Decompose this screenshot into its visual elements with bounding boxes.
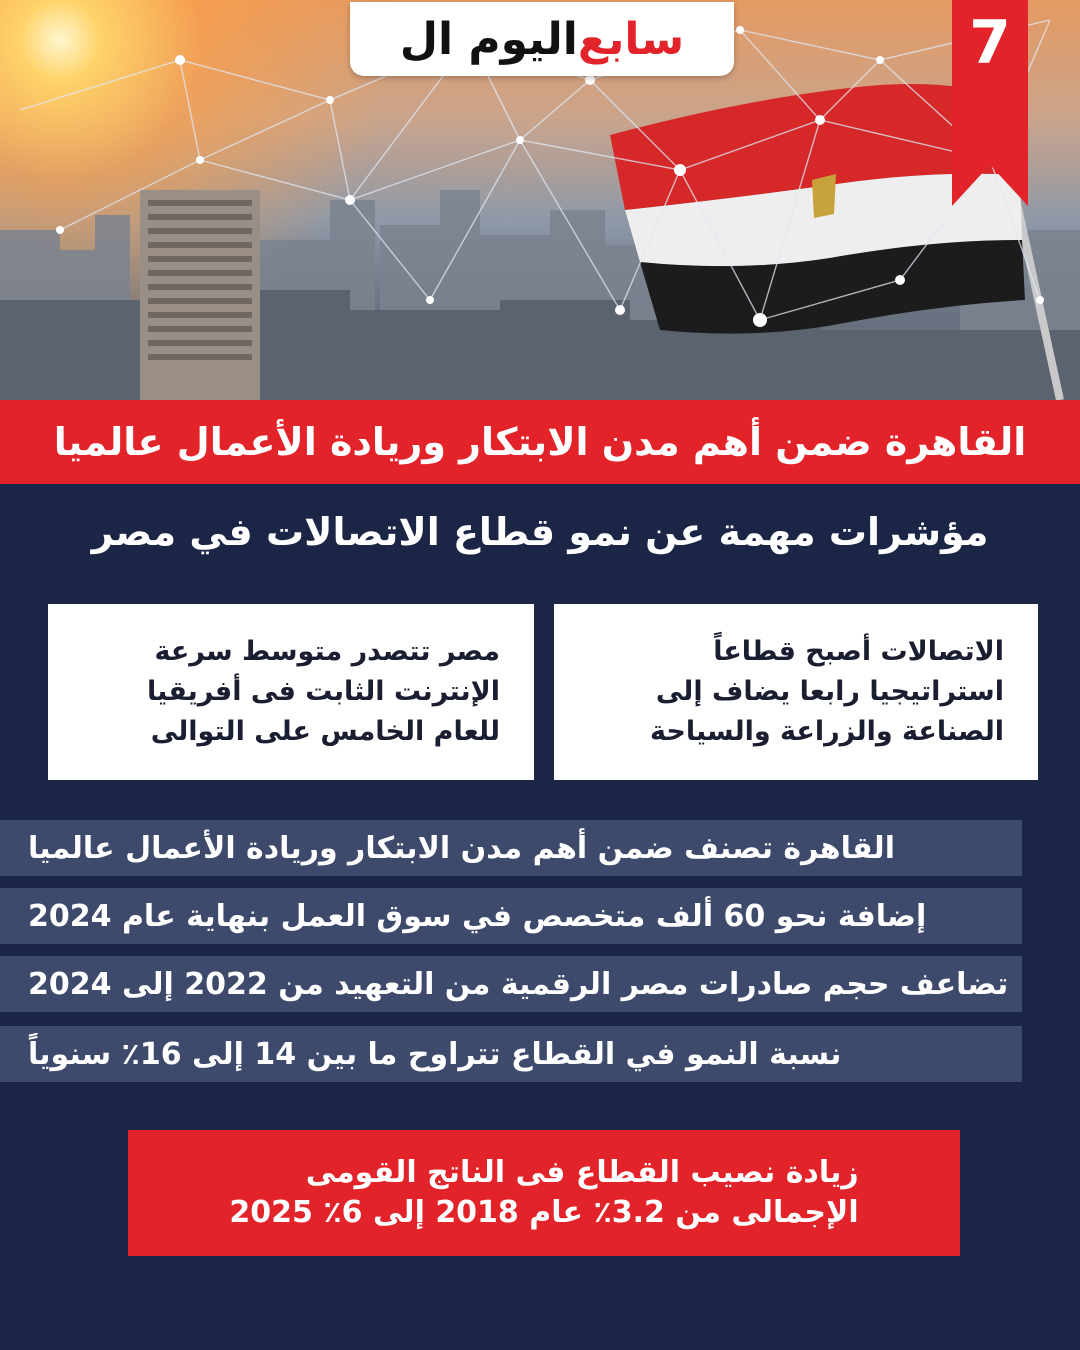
gdp-share-text: زيادة نصيب القطاع فى الناتج القومى الإجمالى من 3.2٪ عام 2018 إلى 6٪ 2025 bbox=[229, 1155, 859, 1230]
subheadline-text: مؤشرات مهمة عن نمو قطاع الاتصالات في مصر bbox=[91, 510, 989, 554]
logo-text-black: اليوم ال bbox=[399, 13, 578, 65]
headline-bar bbox=[0, 400, 1080, 484]
stat-strip bbox=[0, 888, 1022, 944]
slide-number: 7 bbox=[969, 8, 1011, 78]
stat-text: القاهرة تصنف ضمن أهم مدن الابتكار وريادة الأعمال عالميا bbox=[28, 830, 895, 866]
info-card-telecom-strategic bbox=[554, 604, 1038, 780]
gdp-share-box bbox=[128, 1130, 960, 1256]
site-logo[interactable] bbox=[350, 2, 734, 76]
stat-strip bbox=[0, 956, 1022, 1012]
logo-text-red: سابع bbox=[577, 13, 685, 65]
headline-text: القاهرة ضمن أهم مدن الابتكار وريادة الأعمال عالميا bbox=[53, 420, 1027, 464]
subheadline bbox=[0, 500, 1080, 564]
info-card-text: مصر تتصدر متوسط سرعة الإنترنت الثابت فى أفريقيا للعام الخامس على التوالى bbox=[147, 636, 500, 747]
info-card-internet-speed bbox=[48, 604, 534, 780]
stat-strip bbox=[0, 1026, 1022, 1082]
hero-image bbox=[0, 0, 1080, 400]
stat-strip bbox=[0, 820, 1022, 876]
stat-text: نسبة النمو في القطاع تتراوح ما بين 14 إلى 16٪ سنوياً bbox=[28, 1036, 842, 1072]
info-card-text: الاتصالات أصبح قطاعاً استراتيجيا رابعا يضاف إلى الصناعة والزراعة والسياحة bbox=[649, 636, 1004, 747]
stat-text: تضاعف حجم صادرات مصر الرقمية من التعهيد من 2022 إلى 2024 bbox=[28, 966, 1009, 1002]
stat-text: إضافة نحو 60 ألف متخصص في سوق العمل بنهاية عام 2024 bbox=[28, 898, 927, 934]
